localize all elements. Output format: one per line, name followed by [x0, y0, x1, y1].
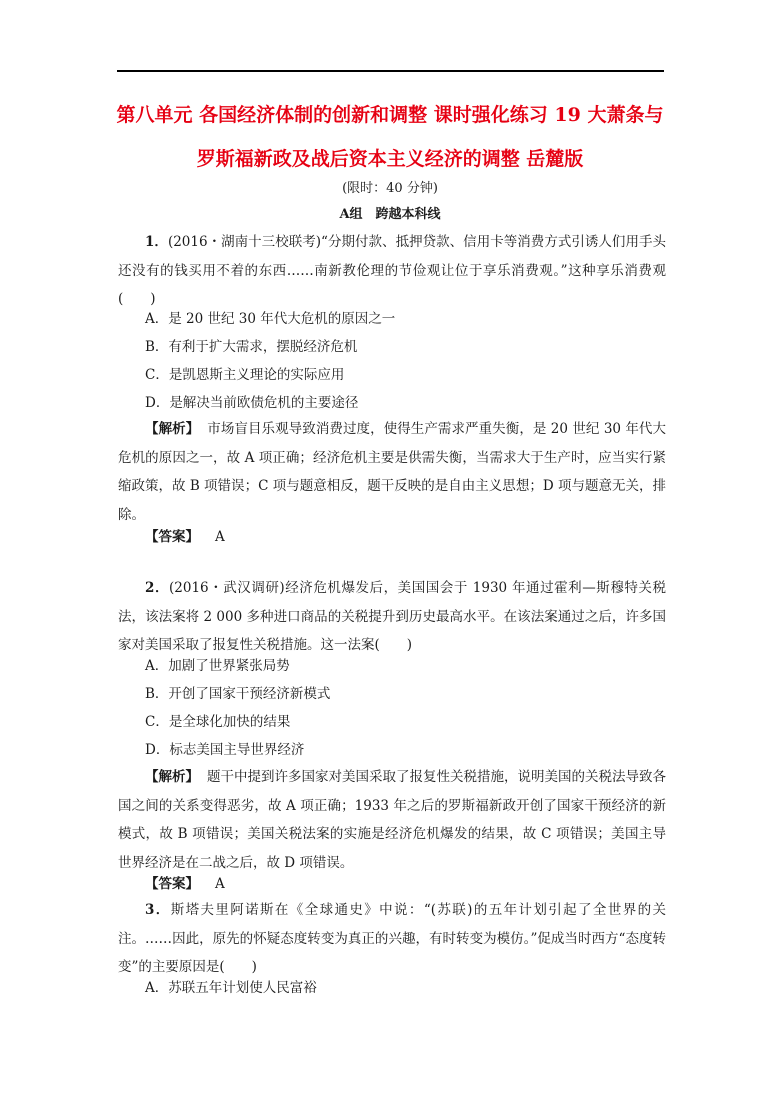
time-limit: (限时：40 分钟)	[342, 181, 438, 196]
question-1-analysis	[118, 415, 666, 529]
answer-value: A	[215, 529, 225, 545]
top-rule	[117, 70, 664, 72]
question-1-option-c: C．是凯恩斯主义理论的实际应用	[145, 367, 345, 383]
question-text: (2016・湖南十三校联考)“分期付款、抵押贷款、信用卡等消费方式引诱人们用手头还没有的钱买用不着的东西……南新教伦理的节俭观让位于享乐消费观。”这种享乐消费观( )	[118, 234, 666, 307]
analysis-text: 市场盲目乐观导致消费过度，使得生产需求严重失衡，是 20 世纪 30 年代大危机的原因之一，故 A 项正确；经济危机主要是供需失衡，当需求大于生产时，应当实行紧缩政策，故 B 项错误；C 项与题意相反，题干反映的是自由主义思想；D 项与题意无关，排除。	[118, 421, 667, 523]
question-2-option-c: C．是全球化加快的结果	[145, 714, 291, 730]
question-2-option-b: B．开创了国家干预经济新模式	[145, 686, 331, 702]
question-2-option-d: D．标志美国主导世界经济	[145, 742, 305, 758]
question-2-stem	[118, 574, 666, 660]
question-3-stem	[118, 896, 666, 982]
analysis-label: 【解析】	[145, 769, 199, 785]
question-2-answer	[145, 875, 225, 893]
page-title-line2: 罗斯福新政及战后资本主义经济的调整 岳麓版	[196, 148, 584, 170]
question-1-option-a: A．是 20 世纪 30 年代大危机的原因之一	[145, 311, 396, 327]
question-1-answer	[145, 528, 225, 546]
question-1-stem	[118, 228, 666, 314]
question-1-option-b: B．有利于扩大需求，摆脱经济危机	[145, 339, 358, 355]
question-2-option-a: A．加剧了世界紧张局势	[145, 658, 290, 674]
analysis-text: 题干中提到许多国家对美国采取了报复性关税措施，说明美国的关税法导致各国之间的关系变得恶劣，故 A 项正确；1933 年之后的罗斯福新政开创了国家干预经济的新模式，故 B 项错误；美国关税法案的实施是经济危机爆发的结果，故 C 项错误；美国主导世界经济是在二战之后，故 D 项错误。	[118, 769, 666, 871]
answer-label: 【答案】	[145, 529, 199, 545]
question-2-analysis	[118, 763, 666, 877]
question-number: 1．	[145, 234, 168, 250]
question-3-option-a: A．苏联五年计划使人民富裕	[145, 980, 317, 996]
question-text: (2016・武汉调研)经济危机爆发后，美国国会于 1930 年通过霍利—斯穆特关税法，该法案将 2 000 多种进口商品的关税提升到历史最高水平。在该法案通过之后，许多国家对美国采取了报复性关税措施。这一法案( )	[118, 580, 666, 653]
page-title-line1: 第八单元 各国经济体制的创新和调整 课时强化练习 19 大萧条与	[116, 104, 664, 126]
question-number: 3．	[145, 902, 171, 918]
question-1-option-d: D．是解决当前欧债危机的主要途径	[145, 395, 359, 411]
analysis-label: 【解析】	[145, 421, 200, 437]
question-text: 斯塔夫里阿诺斯在《全球通史》中说：“(苏联)的五年计划引起了全世界的关注。……因此，原先的怀疑态度转变为真正的兴趣，有时转变为模仿。”促成当时西方“态度转变”的主要原因是( )	[118, 902, 666, 975]
question-number: 2．	[145, 580, 169, 596]
group-heading: A组 跨越本科线	[339, 207, 441, 222]
answer-label: 【答案】	[145, 876, 199, 892]
answer-value: A	[215, 876, 225, 892]
